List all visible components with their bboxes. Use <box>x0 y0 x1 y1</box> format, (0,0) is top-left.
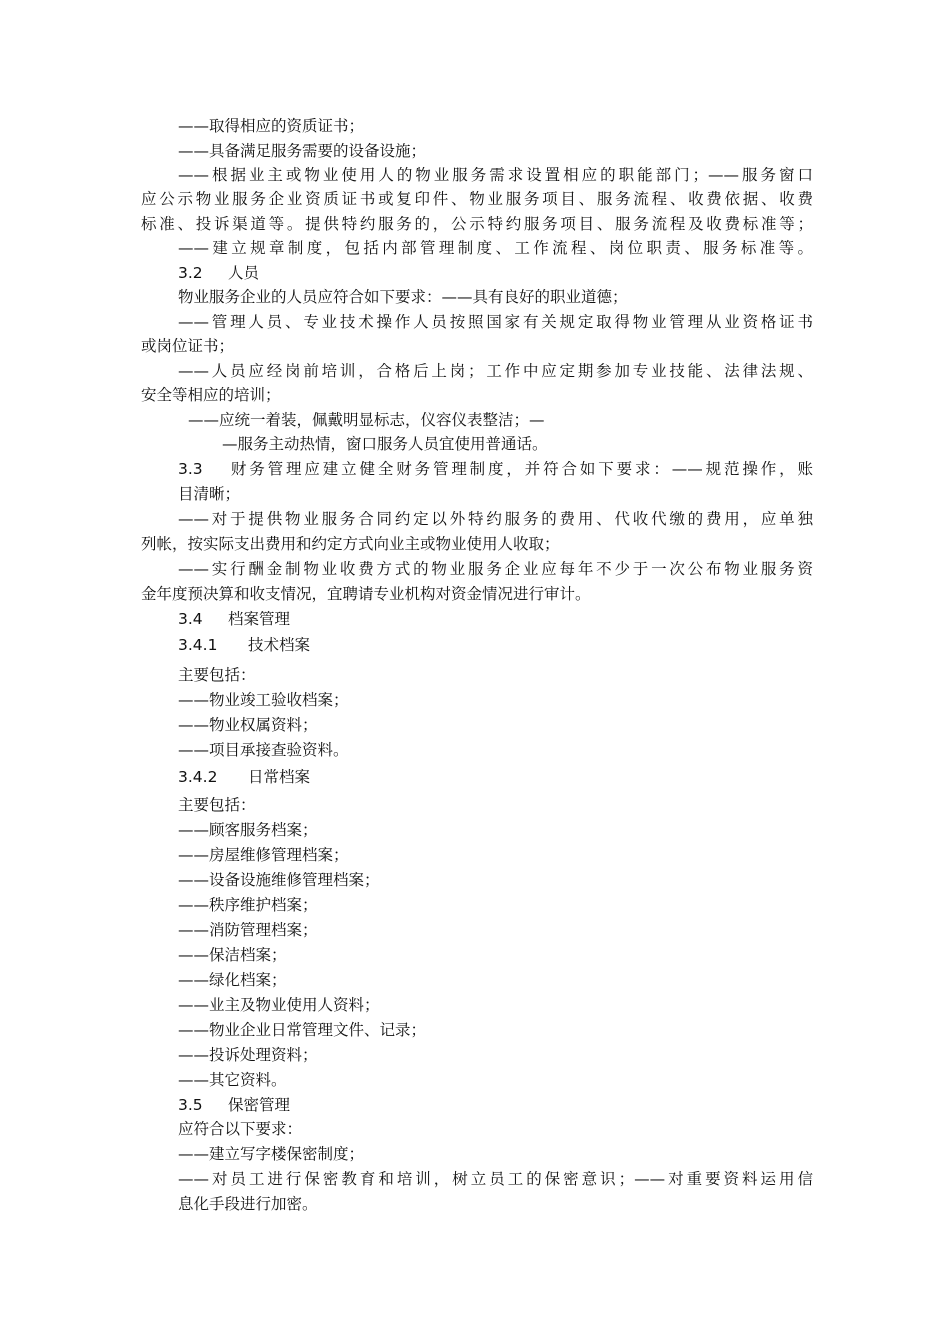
text-line: ——物业竣工验收档案； <box>178 691 349 709</box>
text-line: 应公示物业服务企业资质证书或复印件、物业服务项目、服务流程、收费依据、收费 <box>141 190 813 208</box>
section-number: 3.4.1 <box>178 636 218 654</box>
text-line: 主要包括： <box>178 796 256 814</box>
text-line: ——具备满足服务需要的设备设施； <box>178 142 427 160</box>
text-line: ——对于提供物业服务合同约定以外特约服务的费用、代收代缴的费用，应单独 <box>178 510 813 528</box>
section-heading-3-5 <box>178 1093 813 1118</box>
text-line: ——根据业主或物业使用人的物业服务需求设置相应的职能部门；——服务窗口 <box>178 166 813 184</box>
text-line: ——人员应经岗前培训，合格后上岗；工作中应定期参加专业技能、法律法规、 <box>178 362 813 380</box>
text-line: 金年度预决算和收支情况，宜聘请专业机构对资金情况进行审计。 <box>141 585 591 603</box>
text-line: —服务主动热情，窗口服务人员宜使用普通话。 <box>222 435 548 453</box>
text-line: 目清晰； <box>178 485 241 503</box>
text-line: 主要包括： <box>178 666 256 684</box>
section-number: 3.4 <box>178 610 203 628</box>
section-text: 财务管理应建立健全财务管理制度，并符合如下要求：——规范操作，账 <box>228 460 813 478</box>
text-line: 应符合以下要求： <box>178 1120 303 1138</box>
text-line: ——业主及物业使用人资料； <box>178 996 380 1014</box>
text-line: ——秩序维护档案； <box>178 896 318 914</box>
text-line: ——设备设施维修管理档案； <box>178 871 380 889</box>
text-line: ——应统一着装，佩戴明显标志，仪容仪表整洁；— <box>188 411 545 429</box>
section-title: 保密管理 <box>228 1096 291 1114</box>
text-line: 列帐，按实际支出费用和约定方式向业主或物业使用人收取； <box>141 535 560 553</box>
text-line: ——物业企业日常管理文件、记录； <box>178 1021 427 1039</box>
text-line: ——取得相应的资质证书； <box>178 117 365 135</box>
text-line: ——建立规章制度，包括内部管理制度、工作流程、岗位职责、服务标准等。 <box>178 239 813 257</box>
text-line: ——项目承接查验资料。 <box>178 741 349 759</box>
text-line: ——建立写字楼保密制度； <box>178 1145 365 1163</box>
text-line: ——投诉处理资料； <box>178 1046 318 1064</box>
section-heading-3-4 <box>178 607 813 632</box>
section-heading-3-4-1 <box>178 633 813 658</box>
section-heading-3-4-2 <box>178 765 813 790</box>
text-line: ——顾客服务档案； <box>178 821 318 839</box>
section-number: 3.2 <box>178 264 203 282</box>
section-title: 人员 <box>228 264 260 282</box>
text-line: 安全等相应的培训； <box>141 386 281 404</box>
section-number: 3.4.2 <box>178 768 218 786</box>
text-line: ——绿化档案； <box>178 971 287 989</box>
text-line: ——房屋维修管理档案； <box>178 846 349 864</box>
text-line: ——物业权属资料； <box>178 716 318 734</box>
section-title: 档案管理 <box>228 610 291 628</box>
section-number: 3.3 <box>178 460 203 478</box>
text-line: ——管理人员、专业技术操作人员按照国家有关规定取得物业管理从业资格证书 <box>178 313 813 331</box>
section-heading-3-2 <box>178 261 813 286</box>
text-line: ——对员工进行保密教育和培训，树立员工的保密意识；——对重要资料运用信 <box>178 1170 813 1188</box>
text-line: ——实行酬金制物业收费方式的物业服务企业应每年不少于一次公布物业服务资 <box>178 560 813 578</box>
text-line: 或岗位证书； <box>141 337 235 355</box>
text-line: ——保洁档案； <box>178 946 287 964</box>
section-title: 日常档案 <box>248 768 311 786</box>
section-number: 3.5 <box>178 1096 203 1114</box>
text-line: ——其它资料。 <box>178 1071 287 1089</box>
text-line: ——消防管理档案； <box>178 921 318 939</box>
text-line: 标准、投诉渠道等。提供特约服务的，公示特约服务项目、服务流程及收费标准等； <box>141 215 813 233</box>
section-heading-3-3 <box>178 457 813 482</box>
text-line: 物业服务企业的人员应符合如下要求：——具有良好的职业道德； <box>178 288 628 306</box>
text-line: 息化手段进行加密。 <box>178 1195 318 1213</box>
section-title: 技术档案 <box>248 636 311 654</box>
